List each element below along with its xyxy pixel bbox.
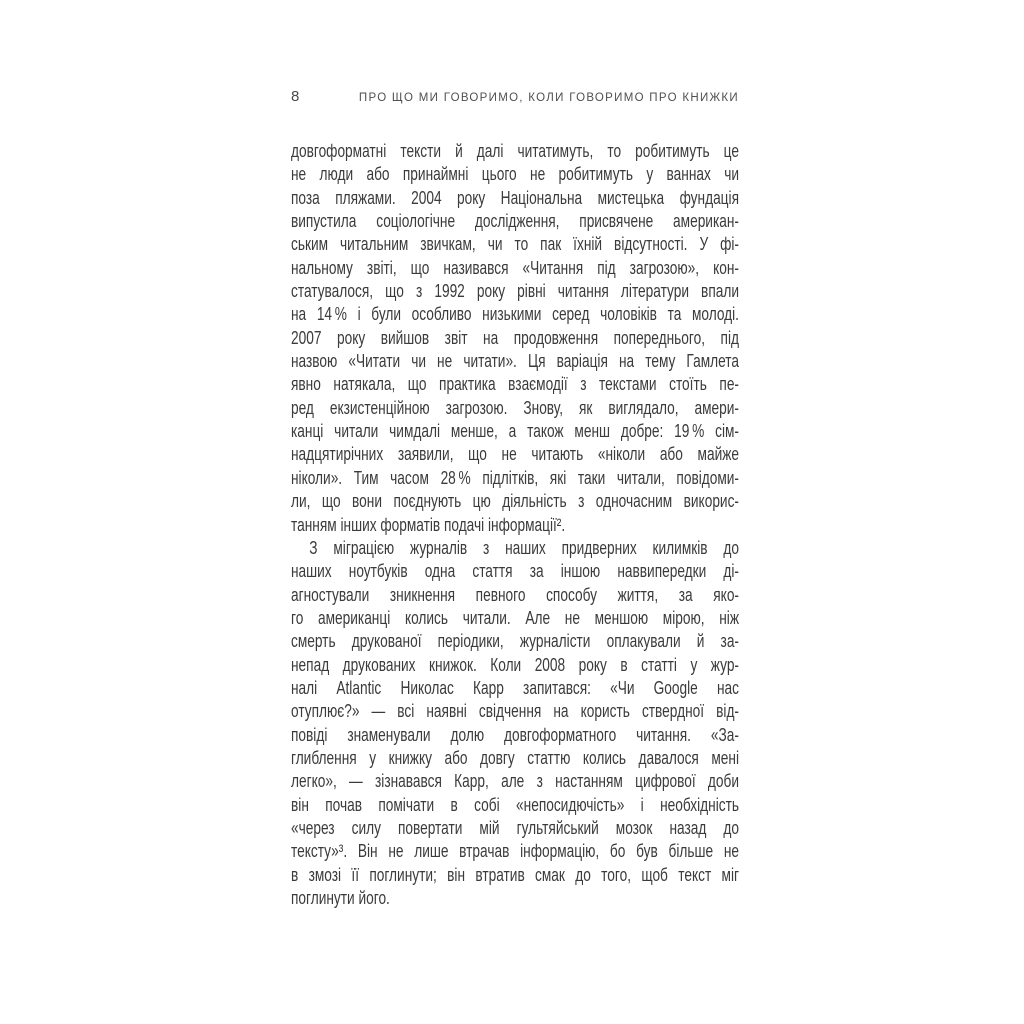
text-line: го американці колись читали. Але не меншою мірою, ніж — [291, 607, 739, 628]
paragraph — [291, 140, 739, 537]
text-line: глиблення у книжку або довгу статтю колись давалося мені — [291, 747, 739, 768]
text-line: наших ноутбуків одна стаття за іншою наввипередки ді- — [291, 561, 739, 582]
text-line: довгоформатні тексти й далі читатимуть, то робитимуть це — [291, 141, 739, 161]
text-line: отуплює?» — всі наявні свідчення на користь ствердної від- — [291, 701, 739, 722]
text-line: танням інших форматів подачі інформації². — [291, 514, 566, 535]
page-number: 8 — [291, 88, 300, 105]
running-head: ПРО ЩО МИ ГОВОРИМО, КОЛИ ГОВОРИМО ПРО КНИЖКИ — [358, 92, 739, 104]
text-line: надцятирічних заявили, що не читають «ніколи або майже — [291, 444, 739, 465]
text-line: 2007 року вийшов звіт на продовження попереднього, під — [291, 327, 739, 348]
text-line: в змозі її поглинути; він втратив смак до того, щоб текст міг — [291, 864, 739, 885]
text-line: на 14 % і були особливо низькими серед чоловіків та молоді. — [291, 304, 739, 325]
text-line: випустила соціологічне дослідження, присвячене американ- — [291, 211, 739, 232]
text-line: не люди або принаймні цього не робитимуть у ваннах чи — [291, 164, 739, 185]
text-line: налі Atlantic Николас Карр запитався: «Чи Google нас — [291, 677, 739, 698]
text-line: ли, що вони поєднують цю діяльність з одночасним викорис- — [291, 491, 739, 512]
text-line: З міграцією журналів з наших придверних килимків до — [309, 537, 739, 558]
text-line: легко», — зізнавався Карр, але з настанням цифрової доби — [291, 771, 739, 792]
text-line: ським читальним звичкам, чи то пак їхній відсутності. У фі- — [291, 234, 739, 255]
text-line: тексту»³. Він не лише втрачав інформацію, бо був більше не — [291, 841, 739, 862]
paragraph — [291, 537, 739, 911]
body-text — [291, 140, 739, 910]
text-line: назвою «Читати чи не читати». Ця варіація на тему Гамлета — [291, 351, 739, 372]
page-header — [291, 88, 739, 105]
text-line: поза пляжами. 2004 року Національна мистецька фундація — [291, 187, 739, 208]
text-line: ніколи». Тим часом 28 % підлітків, які таки читали, повідоми- — [291, 467, 739, 488]
text-line: статувалося, що з 1992 року рівні читання літератури впали — [291, 281, 739, 302]
text-line: він почав помічати в собі «непосидючість» і необхідність — [291, 794, 739, 815]
text-line: канці читали чимдалі менше, а також менш добре: 19 % сім- — [291, 421, 739, 442]
text-line: непад друкованих книжок. Коли 2008 року в статті у жур- — [291, 654, 739, 675]
text-line: «через силу повертати мій гультяйський мозок назад до — [291, 817, 739, 838]
text-line: повіді знаменували долю довгоформатного читання. «За- — [291, 724, 739, 745]
text-line: ред екзистенційною загрозою. Знову, як виглядало, амери- — [291, 397, 739, 418]
text-line: поглинути його. — [291, 888, 390, 908]
text-line: нальному звіті, що називався «Читання під загрозою», кон- — [291, 257, 739, 278]
text-line: явно натякала, що практика взаємодії з текстами стоїть пе- — [291, 374, 739, 395]
text-line: смерть друкованої періодики, журналісти оплакували й за- — [291, 631, 739, 652]
text-line: агностували зникнення певного способу життя, за яко- — [291, 584, 739, 605]
